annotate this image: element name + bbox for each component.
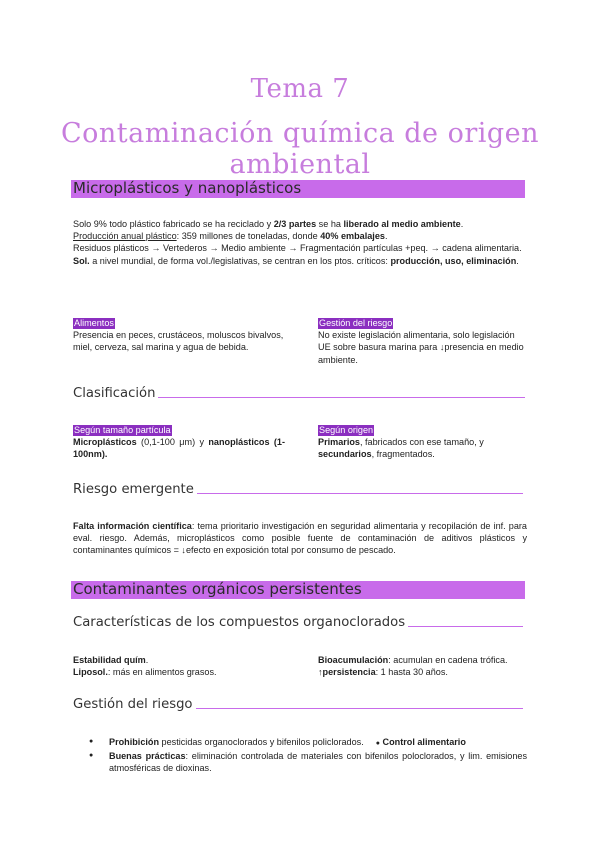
page-title: Tema 7 [250, 74, 350, 104]
persistencia-text: ↑persistencia: 1 hasta 30 años. [318, 667, 448, 678]
micro-intro [73, 218, 527, 267]
alimentos-tag: Alimentos [74, 318, 114, 328]
list-item: ● Prohibición pesticidas organoclorados y bifenilos policlorados. ● Control alimentario [73, 736, 527, 750]
subheading-riesgo-emergente: Riesgo emergente [73, 482, 523, 497]
list-item: ● Buenas prácticas: eliminación controlada de materiales con bifenilos poloclorados, y lim. emisiones atmosféricas de dioxinas. [73, 750, 527, 774]
alimentos-block [73, 317, 293, 354]
section-heading-microplasticos [71, 180, 525, 198]
gestion-block [318, 317, 528, 366]
tamano-text: Microplásticos (0,1-100 μm) y nanoplásticos (1-100nm). [73, 437, 285, 460]
micro-p4: Sol. a nivel mundial, de forma vol./legislativas, se centran en los ptos. críticos: producción, uso, eliminación. [73, 255, 519, 266]
subheading-gestion-riesgo: Gestión del riesgo [73, 697, 523, 712]
origen-block [318, 424, 528, 461]
section-heading-label: Contaminantes orgánicos persistentes [73, 580, 362, 598]
liposol-text: Liposol.: más en alimentos grasos. [73, 667, 217, 678]
caract-left [73, 654, 293, 678]
bioacumulacion-text: Bioacumulación: acumulan en cadena trófica. [318, 655, 508, 665]
page-subtitle: Contaminación química de origen ambiental [60, 118, 540, 180]
gestion-text: No existe legislación alimentaria, solo legislación UE sobre basura marina para ↓presencia en medio ambiente. [318, 330, 524, 365]
micro-p2: Producción anual plástico: 359 millones de toneladas, donde 40% embalajes. [73, 231, 388, 242]
micro-p1: Solo 9% todo plástico fabricado se ha reciclado y 2/3 partes se ha liberado al medio ambiente. [73, 219, 464, 229]
gestion-list [73, 736, 527, 775]
section-heading-cop [71, 581, 525, 599]
section-heading-label: Microplásticos y nanoplásticos [73, 179, 302, 197]
subheading-clasificacion: Clasificación [73, 386, 525, 401]
alimentos-text: Presencia en peces, crustáceos, moluscos bivalvos, miel, cerveza, sal marina y agua de bebida. [73, 330, 284, 353]
origen-tag: Según origen [319, 425, 374, 435]
tamano-block [73, 424, 285, 461]
caract-right [318, 654, 528, 678]
origen-text: Primarios, fabricados con ese tamaño, y secundarios, fragmentados. [318, 437, 484, 460]
micro-p3: Residuos plásticos → Vertederos → Medio ambiente → Fragmentación partículas +peq. → cadena alimentaria. [73, 243, 522, 254]
tamano-tag: Según tamaño partícula [74, 425, 171, 435]
gestion-list-block [73, 736, 527, 775]
gestion-tag: Gestión del riesgo [319, 318, 393, 328]
estabilidad-text: Estabilidad quím. [73, 655, 149, 665]
subheading-caracteristicas: Características de los compuestos organoclorados [73, 615, 523, 630]
riesgo-text: Falta información científica: tema prioritario investigación en seguridad alimentaria y recopilación de inf. para eval. riesgo. Además, microplásticos como posible fuente de contaminación de aditivos plásticos y contaminantes químicos = ↓efecto en exposición total por consumo de pescado. [73, 521, 527, 556]
